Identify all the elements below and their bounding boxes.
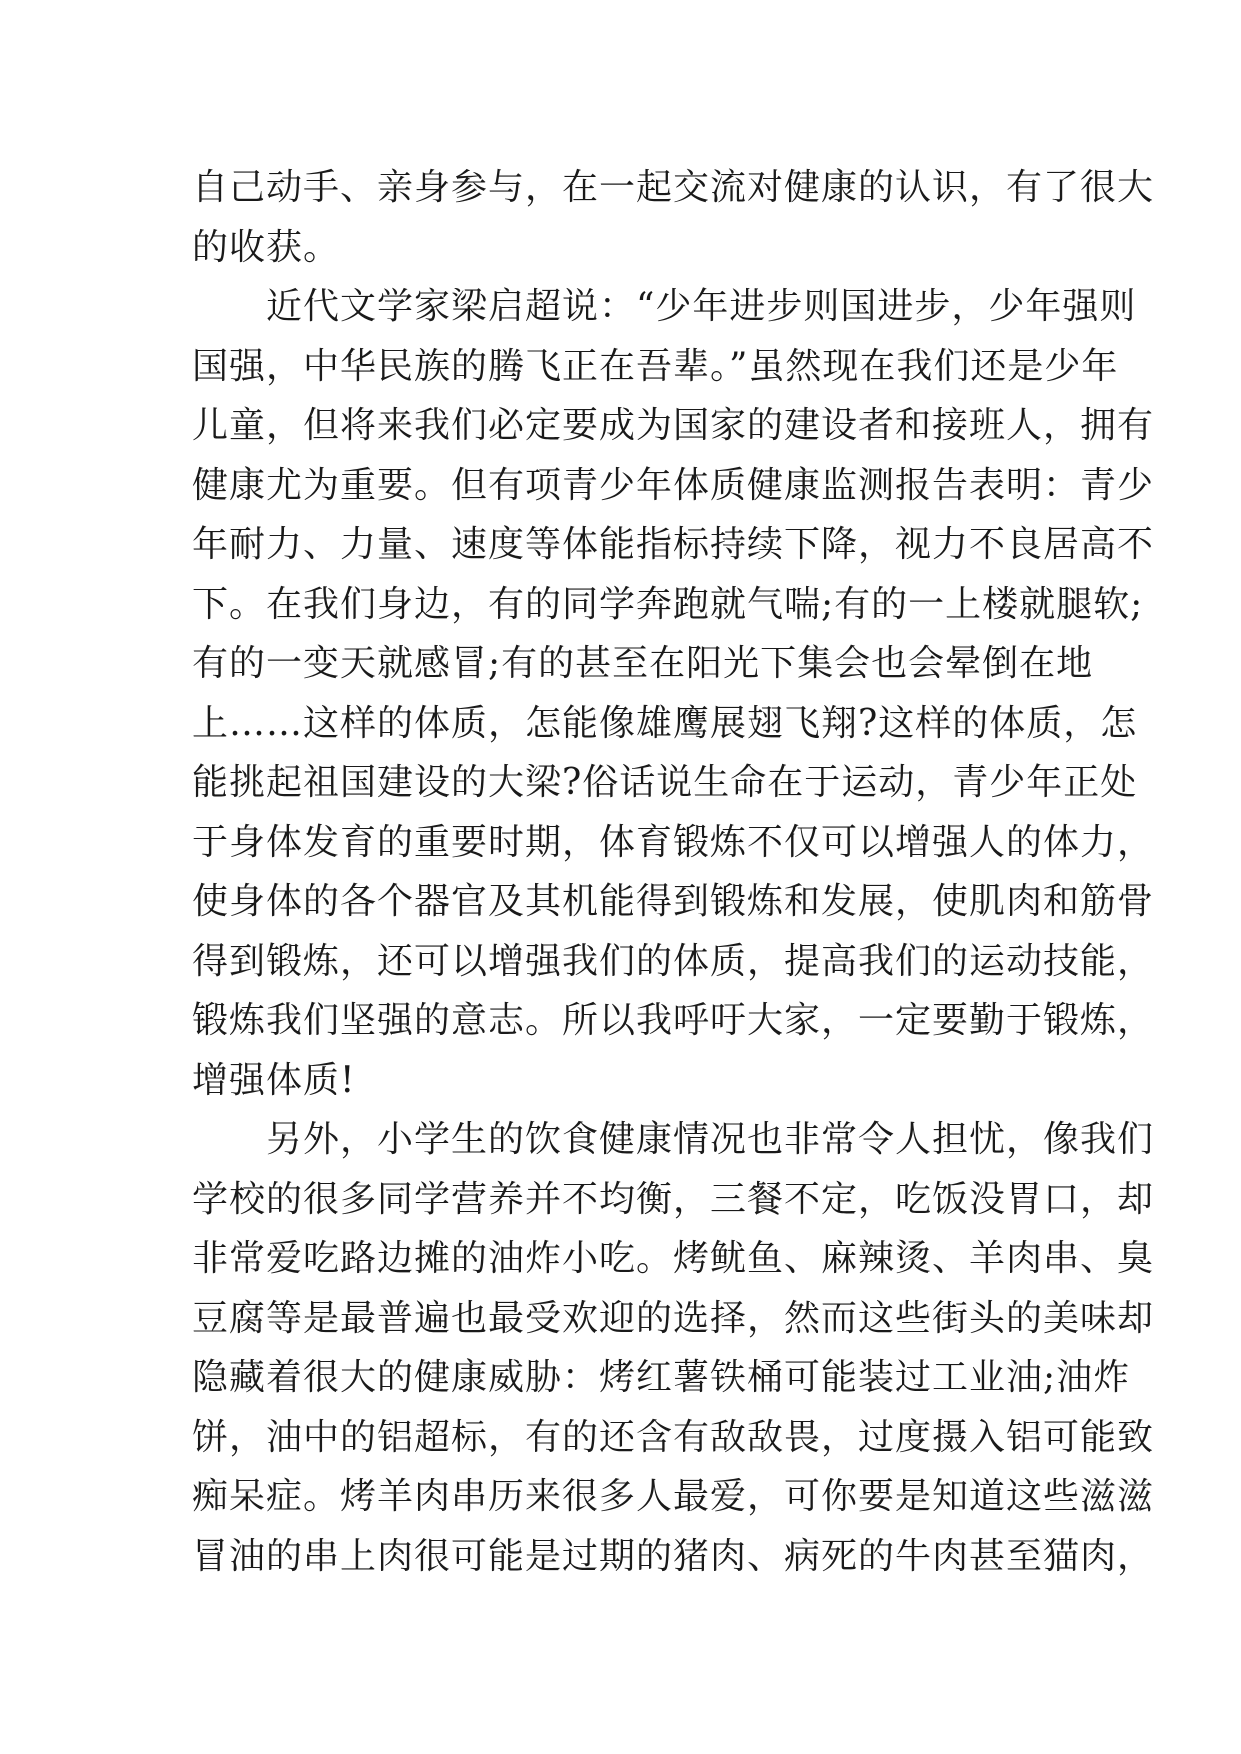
text-line: 冒油的串上肉很可能是过期的猪肉、病死的牛肉甚至猫肉， — [192, 1535, 1155, 1577]
text-line: 锻炼我们坚强的意志。所以我呼吁大家，一定要勤于锻炼， — [192, 1000, 1155, 1041]
text-line: 国强，中华民族的腾飞正在吾辈。”虽然现在我们还是少年 — [192, 345, 1119, 387]
text-line: 年耐力、力量、速度等体能指标持续下降，视力不良居高不 — [192, 524, 1155, 565]
text-line: 得到锻炼，还可以增强我们的体质，提高我们的运动技能， — [192, 940, 1155, 982]
text-line: 另外，小学生的饮食健康情况也非常令人担忧，像我们 — [192, 1119, 1155, 1160]
text-line: 下。在我们身边，有的同学奔跑就气喘;有的一上楼就腿软; — [192, 583, 1144, 625]
text-line: 的收获。 — [192, 226, 341, 268]
text-line: 非常爱吃路边摊的油炸小吃。烤鱿鱼、麻辣烫、羊肉串、臭 — [192, 1238, 1155, 1279]
text-line: 健康尤为重要。但有项青少年体质健康监测报告表明：青少 — [192, 464, 1155, 506]
document-body — [192, 158, 1155, 1586]
text-line: 自己动手、亲身参与，在一起交流对健康的认识，有了很大 — [192, 167, 1155, 208]
text-line: 痴呆症。烤羊肉串历来很多人最爱，可你要是知道这些滋滋 — [192, 1476, 1155, 1517]
text-line: 隐藏着很大的健康威胁：烤红薯铁桶可能装过工业油;油炸 — [192, 1357, 1131, 1398]
text-line: 上……这样的体质，怎能像雄鹰展翅飞翔?这样的体质，怎 — [192, 702, 1138, 744]
text-line: 学校的很多同学营养并不均衡，三餐不定，吃饭没胃口，却 — [192, 1178, 1155, 1220]
text-line: 儿童，但将来我们必定要成为国家的建设者和接班人，拥有 — [192, 405, 1155, 446]
text-line: 增强体质! — [192, 1059, 356, 1101]
text-line: 饼，油中的铝超标，有的还含有敌敌畏，过度摄入铝可能致 — [192, 1416, 1155, 1458]
text-line: 于身体发育的重要时期，体育锻炼不仅可以增强人的体力， — [192, 821, 1155, 863]
text-line: 豆腐等是最普遍也最受欢迎的选择，然而这些街头的美味却 — [192, 1297, 1155, 1339]
text-line: 能挑起祖国建设的大梁?俗话说生命在于运动，青少年正处 — [192, 762, 1138, 803]
text-line: 近代文学家梁启超说：“少年进步则国进步，少年强则 — [192, 286, 1137, 327]
text-line: 有的一变天就感冒;有的甚至在阳光下集会也会晕倒在地 — [192, 643, 1094, 684]
text-line: 使身体的各个器官及其机能得到锻炼和发展，使肌肉和筋骨 — [192, 881, 1155, 922]
